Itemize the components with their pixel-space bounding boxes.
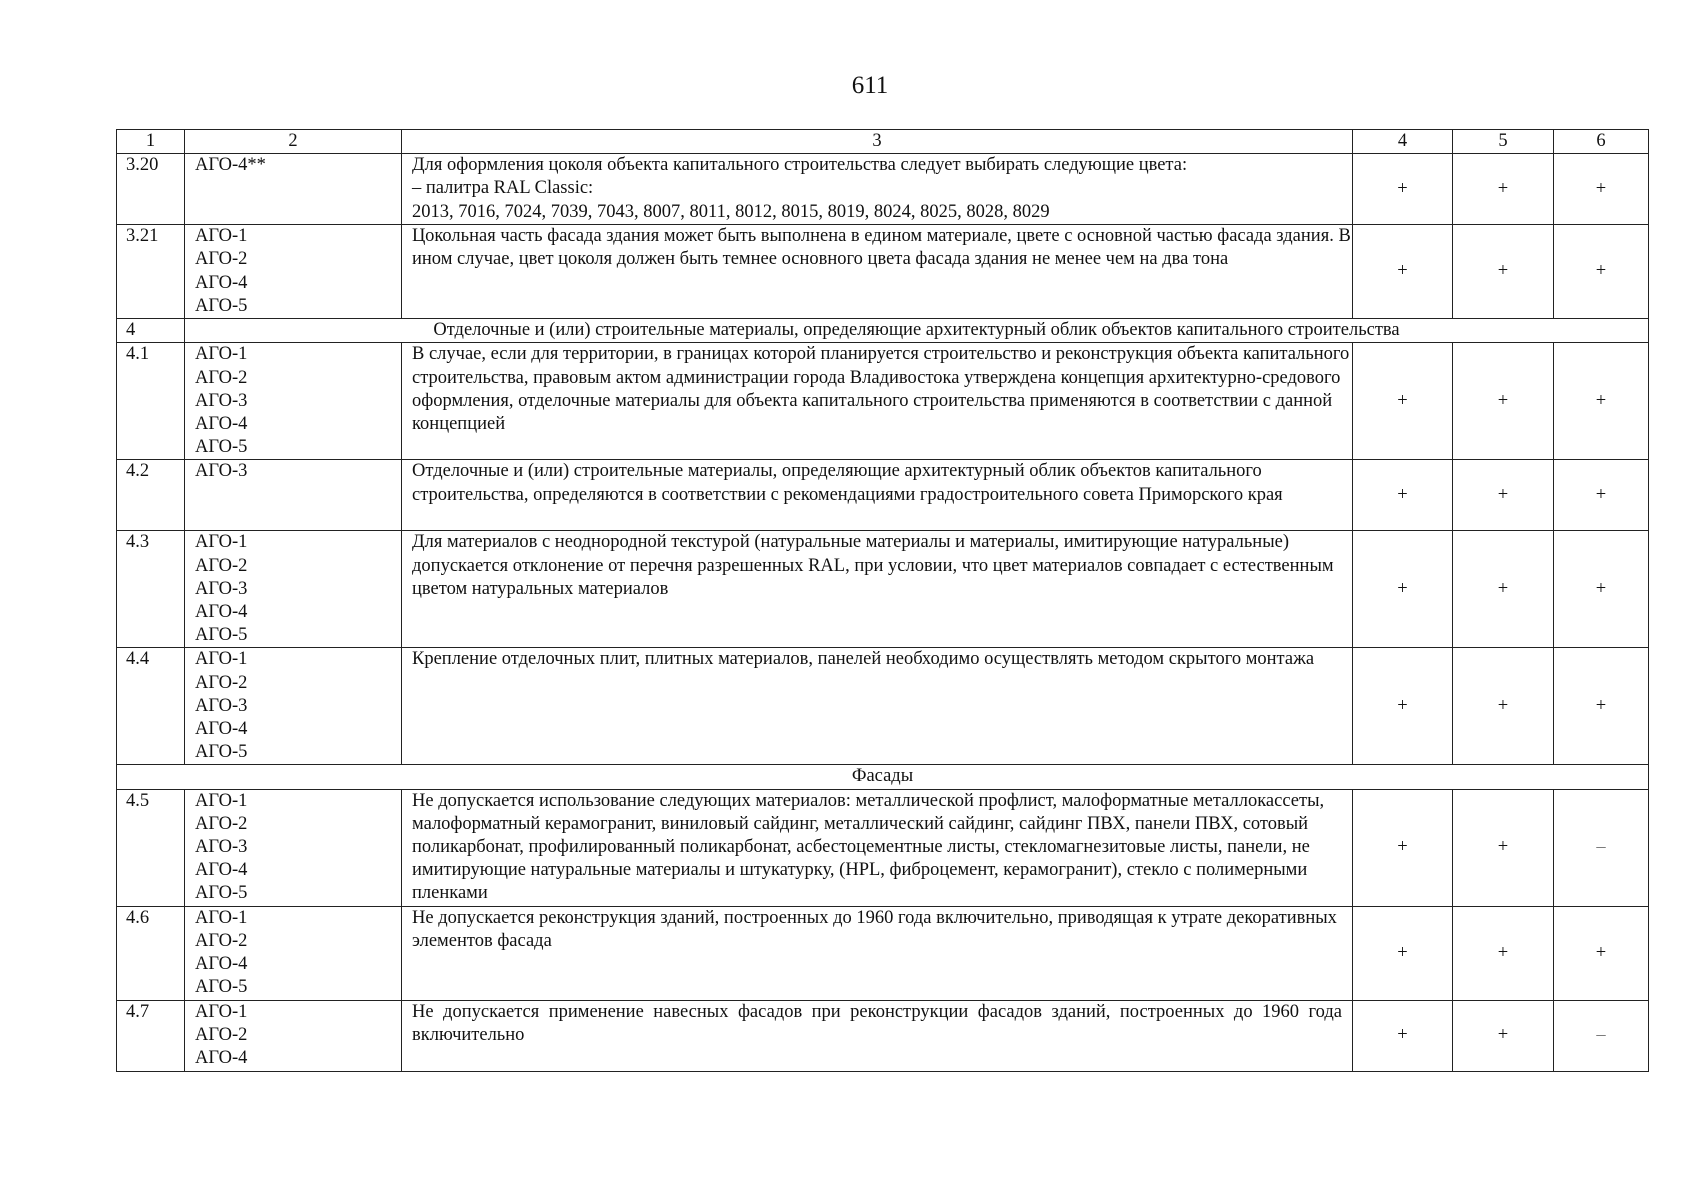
table-row (117, 906, 1649, 1000)
zone-code: АГО-1 (195, 344, 248, 365)
row-number: 4.2 (117, 460, 185, 531)
zone-code: АГО-4 (195, 1048, 248, 1069)
column-5-mark: + (1453, 343, 1554, 460)
row-number: 4.6 (117, 906, 185, 1000)
requirement-text: Крепление отделочных плит, плитных материалов, панелей необходимо осуществлять методом скрытого монтажа (402, 648, 1353, 765)
zone-code: АГО-3 (195, 695, 248, 716)
zone-code: АГО-4 (195, 719, 248, 740)
zone-code: АГО-4 (195, 414, 248, 435)
zone-code: АГО-2 (195, 1024, 248, 1045)
zone-codes (185, 906, 402, 1000)
zone-code: АГО-4 (195, 954, 248, 975)
zone-code: АГО-2 (195, 555, 248, 576)
requirement-line: Для оформления цоколя объекта капитального строительства следует выбирать следующие цвета: (412, 155, 1188, 176)
column-6-mark: + (1554, 343, 1649, 460)
column-4-mark: + (1353, 789, 1453, 906)
column-6-mark: – (1554, 789, 1649, 906)
column-header: 4 (1353, 130, 1453, 154)
requirement-text: Отделочные и (или) строительные материалы, определяющие архитектурный облик объектов капитального строительства, определяются в соответствии с рекомендациями градостроительного совета Приморского края (402, 460, 1353, 531)
zone-code: АГО-4 (195, 602, 248, 623)
zone-code: АГО-3 (195, 390, 248, 411)
zone-code: АГО-1 (195, 1001, 248, 1022)
page-number: 611 (851, 72, 889, 99)
zone-code: АГО-1 (195, 649, 248, 670)
zone-code: АГО-1 (195, 226, 248, 247)
column-6-mark: + (1554, 906, 1649, 1000)
zone-code: АГО-3 (195, 461, 248, 482)
column-4-mark: + (1353, 460, 1453, 531)
column-5-mark: + (1453, 648, 1554, 765)
zone-code: АГО-4 (195, 272, 248, 293)
zone-code: АГО-1 (195, 790, 248, 811)
zone-code: АГО-4** (195, 155, 266, 176)
column-4-mark: + (1353, 154, 1453, 225)
row-number: 3.21 (117, 225, 185, 319)
requirement-text: Не допускается применение навесных фасадов при реконструкции фасадов зданий, построенных до 1960 года включительно (402, 1000, 1353, 1071)
zone-code: АГО-1 (195, 532, 248, 553)
requirements-table (116, 129, 1649, 1072)
table-row (117, 225, 1649, 319)
column-header: 6 (1554, 130, 1649, 154)
section-title: Отделочные и (или) строительные материалы, определяющие архитектурный облик объектов капитального строительства (185, 319, 1649, 343)
column-header: 5 (1453, 130, 1554, 154)
zone-code: АГО-3 (195, 578, 248, 599)
zone-codes (185, 225, 402, 319)
zone-code: АГО-2 (195, 813, 248, 834)
zone-code: АГО-4 (195, 860, 248, 881)
column-6-mark: + (1554, 460, 1649, 531)
row-number: 4.7 (117, 1000, 185, 1071)
column-4-mark: + (1353, 343, 1453, 460)
section-number: 4 (117, 319, 185, 343)
zone-code: АГО-2 (195, 930, 248, 951)
column-6-mark: + (1554, 531, 1649, 648)
requirement-line: 2013, 7016, 7024, 7039, 7043, 8007, 8011, 8012, 8015, 8019, 8024, 8025, 8028, 8029 (412, 201, 1050, 222)
column-5-mark: + (1453, 789, 1554, 906)
column-4-mark: + (1353, 225, 1453, 319)
requirement-text: Не допускается использование следующих материалов: металлической профлист, малоформатные металлокассеты, малоформатный керамогранит, виниловый сайдинг, металлический сайдинг, сайдинг ПВХ, панели ПВХ, сотовый поликарбонат, профилированный поликарбонат, асбестоцементные листы, стекломагнезитовые листы, панели, не имитирующие натуральные материалы и штукатурку, (HPL, фиброцемент, керамогранит), стекло с полимерными пленками (402, 789, 1353, 906)
zone-codes (185, 343, 402, 460)
column-5-mark: + (1453, 906, 1554, 1000)
zone-code: АГО-2 (195, 367, 248, 388)
subsection-title: Фасады (117, 765, 1649, 789)
zone-code: АГО-5 (195, 437, 248, 458)
requirement-text: Для материалов с неоднородной текстурой (натуральные материалы и материалы, имитирующие натуральные) допускается отклонение от перечня разрешенных RAL, при условии, что цвет материалов совпадает с естественным цветом натуральных материалов (402, 531, 1353, 648)
zone-code: АГО-5 (195, 625, 248, 646)
requirement-text: Цокольная часть фасада здания может быть выполнена в едином материале, цвете с основной частью фасада здания. В ином случае, цвет цоколя должен быть темнее основного цвета фасада здания не менее чем на два тона (402, 225, 1353, 319)
column-6-mark: + (1554, 154, 1649, 225)
table-row (117, 343, 1649, 460)
zone-code: АГО-3 (195, 837, 248, 858)
table-row (117, 154, 1649, 225)
row-number: 4.1 (117, 343, 185, 460)
zone-codes (185, 531, 402, 648)
column-4-mark: + (1353, 648, 1453, 765)
requirement-text: Не допускается реконструкция зданий, построенных до 1960 года включительно, приводящая к утрате декоративных элементов фасада (402, 906, 1353, 1000)
column-5-mark: + (1453, 1000, 1554, 1071)
row-number: 4.4 (117, 648, 185, 765)
zone-codes (185, 648, 402, 765)
zone-code: АГО-5 (195, 742, 248, 763)
column-header: 2 (185, 130, 402, 154)
requirement-text (402, 154, 1353, 225)
column-6-mark: – (1554, 1000, 1649, 1071)
zone-code: АГО-2 (195, 672, 248, 693)
row-number: 4.3 (117, 531, 185, 648)
row-number: 4.5 (117, 789, 185, 906)
zone-codes (185, 789, 402, 906)
table-row (117, 789, 1649, 906)
zone-codes (185, 460, 402, 531)
table-row (117, 1000, 1649, 1071)
table-row (117, 460, 1649, 531)
column-4-mark: + (1353, 906, 1453, 1000)
column-6-mark: + (1554, 225, 1649, 319)
zone-codes (185, 1000, 402, 1071)
column-5-mark: + (1453, 154, 1554, 225)
row-number: 3.20 (117, 154, 185, 225)
zone-code: АГО-2 (195, 249, 248, 270)
subsection-row (117, 765, 1649, 789)
column-5-mark: + (1453, 225, 1554, 319)
column-4-mark: + (1353, 531, 1453, 648)
column-header: 1 (117, 130, 185, 154)
column-6-mark: + (1554, 648, 1649, 765)
zone-code: АГО-5 (195, 883, 248, 904)
requirement-text: В случае, если для территории, в границах которой планируется строительство и реконструкция объекта капитального строительства, правовым актом администрации города Владивостока утверждена концепция архитектурно-средового оформления, отделочные материалы для объекта капитального строительства применяются в соответствии с данной концепцией (402, 343, 1353, 460)
zone-code: АГО-5 (195, 977, 248, 998)
zone-code: АГО-5 (195, 295, 248, 316)
column-5-mark: + (1453, 531, 1554, 648)
column-header: 3 (402, 130, 1353, 154)
column-4-mark: + (1353, 1000, 1453, 1071)
column-header-row (117, 130, 1649, 154)
table-row (117, 648, 1649, 765)
zone-code: АГО-1 (195, 907, 248, 928)
requirement-line: – палитра RAL Classic: (412, 178, 594, 199)
column-5-mark: + (1453, 460, 1554, 531)
table-row (117, 531, 1649, 648)
zone-codes (185, 154, 402, 225)
section-row (117, 319, 1649, 343)
